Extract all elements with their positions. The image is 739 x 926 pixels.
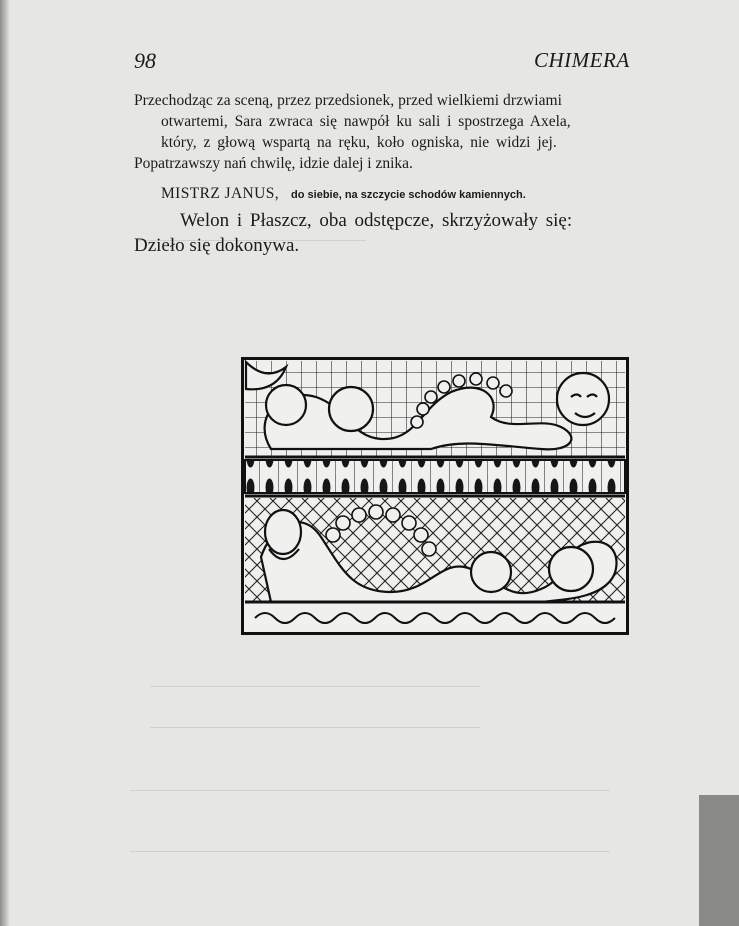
stage-direction-line: Popatrzawszy nań chwilę, idzie dalej i znika.	[134, 155, 413, 172]
corner-shadow	[699, 795, 739, 926]
stage-direction-line: otwartemi, Sara zwraca się nawpół ku sali i spostrzega Axela,	[161, 113, 571, 130]
bleed-through	[150, 686, 480, 728]
running-head: CHIMERA	[534, 48, 630, 72]
speaker-heading	[161, 185, 526, 203]
gutter-shadow	[0, 0, 10, 926]
stage-direction-line: który, z głową wspartą na ręku, koło ogniska, nie widzi jej.	[161, 134, 557, 151]
speaker-name: MISTRZ JANUS,	[161, 185, 280, 202]
ornament-dotted-band	[245, 460, 625, 493]
speaker-direction: do siebie, na szczycie schodów kamiennych.	[291, 189, 526, 201]
verse-line: Dzieło się dokonywa.	[134, 235, 300, 256]
decorative-ornament	[241, 357, 629, 635]
verse-line: Welon i Płaszcz, oba odstępcze, skrzyżowały się:	[180, 210, 573, 231]
bleed-through	[130, 790, 610, 852]
page-number: 98	[134, 48, 156, 73]
stage-direction-line: Przechodząc za sceną, przez przedsionek, przed wielkiemi drzwiami	[134, 92, 562, 109]
